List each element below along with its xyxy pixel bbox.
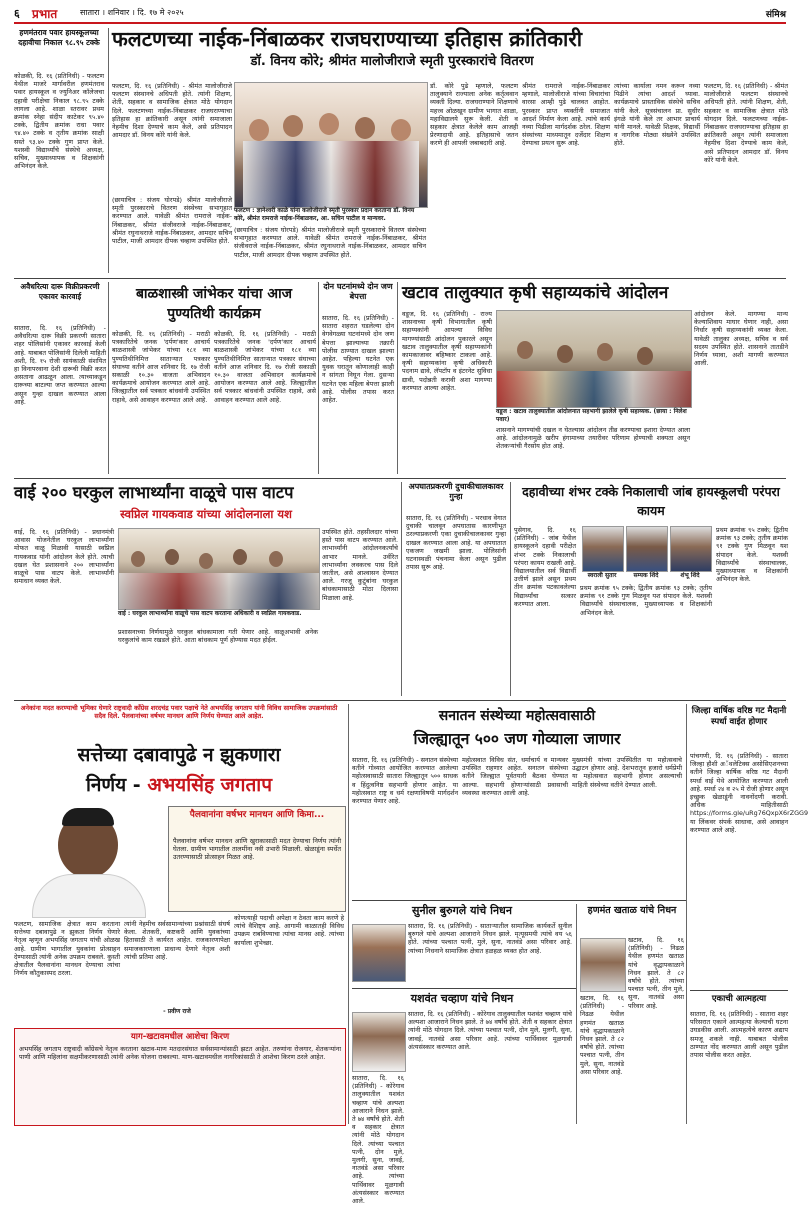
lead-body-4: श्रीमंत रामराजे नाईक-निंबाळकर म्हणाले, मालोजीराजे यांच्या विचारांचा वारसा आम्ही पुढे चालवत आहोत. पुरस्कार प्राप्त व्यक्तींनी समाजात आदर्श निर्माण केला आहे. त्यांचे कार्य नव्या पिढीला मार्गदर्शक ठरेल. शिक्षण संस्थांच्या माध्यमातून दर्जेदार शिक्षण देण्याचा प्रयत्न सुरू आहे. — [522, 82, 610, 148]
gharkul-body-2: उपस्थित होते. तहसीलदार यांच्या हस्ते पास वाटप करण्यात आले. लाभार्थ्यांनी आंदोलनकर्त्यांचे आभार मानले. उर्वरित लाभार्थ्यांना लवकरच पास दिले जातील, असे आश्वासन देण्यात आले. गरजू कुटुंबांना घरकुल बांधकामासाठी मोठा दिलासा मिळाला आहे. — [322, 528, 398, 602]
suicide-body: सातारा, दि. १६ (प्रतिनिधी) - सातारा शहर परिसरात एकाने आत्महत्या केल्याची घटना उघडकीस आली. आत्महत्येचे कारण अद्याप समजू शकले नाही. याबाबत पोलीस ठाण्यात नोंद करण्यात आली असून पुढील तपास पोलीस करत आहेत. — [690, 1010, 788, 1060]
editorial-box-title: पैलवानांना वर्षभर मानधन आणि किमा... — [189, 810, 325, 820]
result-body: पुसेगाव, दि. १६ (प्रतिनिधी) - जांब येथील हायस्कूलने दहावी परीक्षेत शंभर टक्के निकालाची परंपरा कायम राखली आहे. विद्यालयातील सर्व विद्यार्थी उत्तीर्ण झाले असून प्रथम तीन क्रमांक पटकावलेल्या विद्यार्थ्यांचा सत्कार करण्यात आला. — [514, 526, 576, 608]
lead-body-5: त्यांच्या कार्याला नमन करून नव्या पिढीने त्यांचा आदर्श घ्यावा. कार्यक्रमाचे प्रास्ताविक संस्थेचे सचिव यांनी केले. सूत्रसंचालन प्रा. सुधीर इंगळे यांनी केले तर आभार प्राचार्य यांनी मानले. यावेळी शिक्षक, विद्यार्थी व नागरिक मोठ्या संख्येने उपस्थित होते. — [614, 82, 700, 148]
yashwant-body: सातारा, दि. १६ (प्रतिनिधी) - कोरेगाव तालुक्यातील यशवंत चव्हाण यांचे अल्पशा आजाराने निधन झाले. ते ७४ वर्षांचे होते. शेती व सहकार क्षेत्रात त्यांनी मोठे योगदान दिले. त्यांच्या पश्चात पत्नी, दोन मुले, मुलगी, सुना, जावई, नातवंडे असा परिवार आहे. त्यांच्या पार्थिवावर मूळगावी अंत्यसंस्कार करण्यात आले. — [408, 1010, 572, 1051]
lead-headline: फलटणच्या नाईक-निंबाळकर राजघराण्याच्या इतिहास क्रांतिकारी — [112, 27, 583, 51]
page-number: ६ — [14, 7, 20, 20]
hanumant-photo — [580, 938, 626, 992]
lead-body-7: (छायाचित्र : संजय घोरपडे) श्रीमंत मालोजीराजे स्मृती पुरस्काराचे वितरण संस्थेच्या सभागृहात करण्यात आले. यावेळी श्रीमंत रामराजे नाईक-निंबाळकर, श्रीमंत संजीवराजे नाईक-निंबाळकर, श्रीमंत रघुनाथराजे नाईक-निंबाळकर, आमदार सचिन पाटील, माजी आमदार दीपक चव्हाण उपस्थित होते. — [234, 226, 426, 259]
result-name-3: शंभू शिंदे — [680, 572, 700, 579]
jambhekar-body-1: कोळकी, दि. १६ (प्रतिनिधी) - मराठी पत्रकारितेचे जनक 'दर्पण'कार आचार्य बाळशास्त्री जांभेकर यांच्या १८१ व्या पुण्यतिथीनिमित्त साताऱ्यात पत्रकार संघाच्या वतीने आज शनिवार दि. १७ रोजी सकाळी १०.३० वाजता अभिवादन कार्यक्रमाचे आयोजन करण्यात आले आहे. जिल्ह्यातील सर्व पत्रकार बांधवांनी उपस्थित राहावे, असे आवाहन करण्यात आले आहे. — [112, 330, 210, 404]
editorial-ad-title: याग-खटावमधील आशेचा किरण — [130, 1032, 230, 1042]
editorial-ad-body: अभयसिंह जगताप राष्ट्रवादी काँग्रेसचे नेतृत्व करताना खटाव-माण मतदारसंघात सर्वसामान्यांसाठी झटत आहेत. तरुणांना रोजगार, शेतकऱ्यांना पाणी आणि महिलांना सक्षमीकरणासाठी त्यांनी अनेक योजना राबवल्या. माण-खटावमधील नागरिकांसाठी ते आशेचा किरण ठरले आहेत. — [19, 1045, 341, 1062]
lead-body-1: फलटण, दि. १६ (प्रतिनिधी) - श्रीमंत मालोजीराजे फलटण संस्थानचे अधिपती होते. त्यांनी शिक्षण, शेती, सहकार व सामाजिक क्षेत्रात मोठे योगदान दिले. फलटणच्या नाईक-निंबाळकर राजघराण्याचा इतिहास हा क्रांतिकारी असून त्यांनी समाजाला नेहमीच दिशा देण्याचे काम केले, असे प्रतिपादन आमदार डॉ. विनय कोरे यांनी केले. — [112, 82, 232, 140]
lead-photo — [234, 82, 428, 208]
result-photo-1 — [582, 526, 624, 572]
khatav-photo-caption: वडूज : खटाव तालुक्यातील आंदोलनात सहभागी झालेले कृषी सहाय्यक. (छाया : निलेश पवार) — [496, 408, 687, 423]
missing-headline: दोन घटनांमध्ये दोन जण बेपत्ता — [323, 282, 393, 301]
missing-body: सातारा, दि. १६ (प्रतिनिधी) - सातारा शहरात घडलेल्या दोन वेगवेगळ्या घटनांमध्ये दोन जण बेपत्ता झाल्याच्या तक्रारी पोलीस ठाण्यात दाखल झाल्या आहेत. पहिल्या घटनेत एक युवक घरातून कोणालाही काही न सांगता निघून गेला. दुसऱ्या घटनेत एक महिला बेपत्ता झाली आहे. पोलीस तपास करत आहेत. — [322, 314, 394, 405]
yashwant-headline: यशवंत चव्हाण यांचे निधन — [410, 992, 514, 1005]
editorial-headline-2 — [14, 772, 344, 802]
editorial-byline: - प्रवीण राजे — [163, 1008, 191, 1015]
result-name-2: सम्यक शिंदे — [633, 572, 659, 579]
athletics-body: पांचगणी, दि. १६ (प्रतिनिधी) - सातारा जिल्हा हौशी अॅथलेटिक्स असोसिएशनच्या वतीने जिल्हा वार्षिक वरिष्ठ गट मैदानी स्पर्धा वाई येथे आयोजित करण्यात आली आहे. स्पर्धा २४ व २५ मे रोजी होणार असून इच्छुक खेळाडूंनी नावनोंदणी करावी. अधिक माहितीसाठी https://forms.gle/uRg76QxpX6rZGG9 या लिंकवर संपर्क साधावा, असे आवाहन करण्यात आले आहे. — [690, 752, 808, 834]
result-photo-2 — [626, 526, 668, 572]
editorial-body-1: फलटण, सामाजिक क्षेत्रात काम करताना सत्तेच्या दबावापुढे न झुकता निर्णय घेणारे नेतृत्व म्हणून अभयसिंह जगताप यांची ओळख आहे. ग्रामीण भागातील युवकांना प्रोत्साहन देण्यासाठी त्यांनी अनेक उपक्रम राबवले. कुस्ती क्षेत्रातील पैलवानांना मानधन देण्याचा त्यांचा निर्णय कौतुकास्पद ठरला. — [14, 920, 120, 978]
gharkul-body-3: प्रशासनाच्या निर्णयामुळे घरकुल बांधकामाला गती येणार आहे. वाळूअभावी अनेक घरकुलांचे काम रखडले होते. आता बांधकाम पूर्ण होण्यास मदत होईल. — [118, 628, 318, 645]
gharkul-headline: वाई २०० घरकुल लाभार्थ्यांना वाळूचे पास वाटप — [14, 483, 294, 502]
sanatan-body-2: महोत्सवात विविध संत, धर्माचार्य व मान्यवर उपस्थित राहणार आहेत. सनातन संस्थेच्या वतीने जिल्ह्यात पूर्वतयारी बैठका घेण्यात आल्या. सहभागी होणाऱ्यांसाठी प्रवासाची व्यवस्था करण्यात आली आहे. — [462, 756, 568, 797]
sunil-body: सातारा, दि. १६ (प्रतिनिधी) - साताऱ्यातील सामाजिक कार्यकर्ते सुनील बुरुगले यांचे अल्पशा आजाराने निधन झाले. मृत्यूसमयी त्यांचे वय ५६ होते. त्यांच्या पश्चात पत्नी, मुले, सुना, नातवंडे असा परिवार आहे. त्यांच्या निधनाने सामाजिक क्षेत्रात हळहळ व्यक्त होत आहे. — [408, 922, 572, 955]
lead-body-2: (छायाचित्र : संजय घोरपडे) श्रीमंत मालोजीराजे स्मृती पुरस्काराचे वितरण संस्थेच्या सभागृहात करण्यात आले. यावेळी श्रीमंत रामराजे नाईक-निंबाळकर, श्रीमंत संजीवराजे नाईक-निंबाळकर, श्रीमंत रघुनाथराजे नाईक-निंबाळकर, आमदार सचिन पाटील, माजी आमदार दीपक चव्हाण उपस्थित होते. — [112, 196, 232, 246]
khatav-photo — [496, 310, 692, 408]
result-name-1: स्वराली सुतार — [587, 572, 617, 579]
sanatan-headline-2: जिल्ह्यातून ५०० जण गोव्याला जाणार — [413, 730, 621, 748]
story-left2-body: सातारा, दि. १६ (प्रतिनिधी) - अवैधरित्या दारू विक्री प्रकरणी सातारा शहर पोलिसांनी एकावर कारवाई केली आहे. याबाबत पोलिसांनी दिलेली माहिती अशी, दि. १५ रोजी सायंकाळी संशयित हा विनापरवाना देशी दारूची विक्री करत असताना आढळून आला. त्याच्याकडून दारूच्या बाटल्या जप्त करण्यात आल्या असून गुन्हा दाखल करण्यात आला आहे. — [14, 324, 106, 406]
editorial-box — [168, 806, 346, 912]
yashwant-photo — [352, 1012, 406, 1072]
story-left1-body: कोळकी, दि. १६ (प्रतिनिधी) - फलटण येथील माजरे मार्गावरील हणमंतराव पवार हायस्कूल व ज्युनिअर कॉलेजचा दहावी परीक्षेचा निकाल ९८.९५ टक्के लागला आहे. शाळा स्तरावर प्रथम क्रमांक स्नेहा संदीप काटेकर ९५.४० टक्के, द्वितीय क्रमांक राधा पवार ९४.४० टक्के व तृतीय क्रमांक साक्षी सस्ते ९३.४० टक्के गुण प्राप्त केले. यशस्वी विद्यार्थ्यांचे संस्थेचे अध्यक्ष, सचिव, मुख्याध्यापक व शिक्षकांनी अभिनंदन केले. — [14, 72, 104, 171]
sanatan-body-1: सातारा, दि. १६ (प्रतिनिधी) - सनातन संस्थेच्या वतीने गोव्यात आयोजित करण्यात आलेल्या महोत्सवासाठी सातारा जिल्ह्यातून ५०० साधक व हिंदुत्वनिष्ठ सहभागी होणार आहेत. या महोत्सवात राष्ट्र व धर्म रक्षणाविषयी मार्गदर्शन करण्यात येणार आहे. — [352, 756, 458, 806]
editorial-intro: अनेकांना मदत करण्याची भूमिका घेणारे राष्ट्रवादी काँग्रेस शरदचंद्र पवार पक्षाचे नेते अभयसिंह जगताप यांनी विविध सामाजिक उपक्रमांसाठी सदैव दिले. पैलवानांच्या वर्षभर मानधन आणि निर्णय घेण्यात आले आहेत. — [20, 704, 338, 721]
story-left1-headline: हणमंतराव पवार हायस्कूलच्या दहावीचा निकाल ९८.९५ टक्के — [18, 28, 100, 47]
khatav-headline: खटाव तालुक्यात कृषी सहाय्यकांचे आंदोलन — [402, 283, 669, 303]
lead-body-3: डॉ. कोरे पुढे म्हणाले, फलटण तालुक्याने राज्याला अनेक कर्तृत्ववान व्यक्ती दिल्या. राजघराण्याने शिक्षणाचे महत्त्व ओळखून ग्रामीण भागात शाळा, महाविद्यालये सुरू केली. शेती व सहकार क्षेत्रात केलेले काम आजही प्रेरणादायी आहे. इतिहासाचे जतन करणे ही आपली जबाबदारी आहे. — [430, 82, 518, 148]
dateline: सातारा । शनिवार । दि. १७ मे २०२५ — [80, 8, 184, 17]
suicide-headline: एकाची आत्महत्या — [711, 994, 767, 1004]
athletics-headline: जिल्हा वार्षिक वरिष्ठ गट मैदानी स्पर्धा वाईत होणार — [691, 706, 787, 727]
sunil-photo — [352, 924, 406, 982]
hanumant-body: खटाव, दि. १६ (प्रतिनिधी) - निढळ येथील हणमंत खताळ यांचे वृद्धापकाळाने निधन झाले. ते ८२ वर्षांचे होते. त्यांच्या पश्चात पत्नी, तीन मुले, सुना, नातवंडे असा परिवार आहे. — [628, 936, 684, 1010]
gharkul-subhead: स्वप्निल गायकवाड यांच्या आंदोलनाला यश — [120, 507, 292, 521]
gharkul-body-1: वाई, दि. १६ (प्रतिनिधी) - प्रधानमंत्री आवास योजनेतील घरकुल लाभार्थ्यांना मोफत वाळू मिळावी यासाठी स्वप्निल गायकवाड यांनी आंदोलन केले होते. त्याची दखल घेत प्रशासनाने २०० लाभार्थ्यांना वाळूचे पास वाटप केले. लाभार्थ्यांनी समाधान व्यक्त केले. — [14, 528, 114, 586]
editorial-headline-1: सत्तेच्या दबावापुढे न झुकणारा — [77, 744, 281, 766]
sanatan-body-3: मुख्यमंत्री यांच्या उपस्थितीत या महोत्सवाचे उद्घाटन होणार आहे. देशभरातून हजारो धर्मप्रेमी या महोत्सवात सहभागी होणार असल्याची माहिती संस्थेच्या वतीने देण्यात आली. — [572, 756, 682, 789]
yashwant-body-2: सातारा, दि. १६ (प्रतिनिधी) - कोरेगाव तालुक्यातील यशवंत चव्हाण यांचे अल्पशा आजाराने निधन झाले. ते ७४ वर्षांचे होते. शेती व सहकार क्षेत्रात त्यांनी मोठे योगदान दिले. त्यांच्या पश्चात पत्नी, दोन मुले, मुलगी, सुना, जावई, नातवंडे असा परिवार आहे. त्यांच्या पार्थिवावर मूळगावी अंत्यसंस्कार करण्यात आले. — [352, 1074, 404, 1205]
editorial-portrait — [14, 806, 164, 916]
jambhekar-headline: बाळशास्त्री जांभेकर यांचा आज पुण्यतिथी कार्यक्रम — [135, 286, 293, 322]
hanumant-headline: हणमंत खताळ यांचे निधन — [587, 905, 677, 916]
editorial-headline-2a: निर्णय - — [85, 774, 148, 796]
masthead — [14, 6, 786, 20]
edition-label: संमिश्र — [765, 10, 786, 20]
editorial-ad-box — [14, 1028, 346, 1126]
result-side: प्रथम क्रमांक ९५ टक्के; द्वितीय क्रमांक ९३ टक्के; तृतीय क्रमांक ९१ टक्के गुण मिळवून यश संपादन केले. यशस्वी विद्यार्थ्यांचे संस्थाचालक, मुख्याध्यापक व शिक्षकांनी अभिनंदन केले. — [716, 526, 788, 584]
editorial-headline-2b: अभयसिंह जगताप — [147, 774, 273, 796]
paper-name: प्रभात — [32, 7, 58, 21]
khatav-body-2: शासनाने मागण्यांची दखल न घेतल्यास आंदोलन तीव्र करण्याचा इशारा देण्यात आला आहे. आंदोलनामुळे खरीप हंगामाच्या तयारीवर परिणाम होण्याची शक्यता असून शेतकऱ्यांची गैरसोय होत आहे. — [496, 426, 690, 451]
accident-headline: अपघातप्रकरणी दुचाकीचालकावर गुन्हा — [408, 482, 504, 501]
gharkul-photo — [118, 528, 320, 610]
editorial-box-body: पैलवानांना वर्षभर मानधन आणि खुराकासाठी मदत देण्याचा निर्णय त्यांनी घेतला. ग्रामीण भागातील तालमींना नवी उभारी मिळाली. खेळाडूंना स्पर्धेत उतरण्यासाठी प्रोत्साहन मिळत आहे. — [173, 837, 341, 862]
result-headline: दहावीच्या शंभर टक्के निकालाची जांब हायस्कूलची परंपरा कायम — [522, 484, 780, 518]
sanatan-headline-1: सनातन संस्थेच्या महोत्सवासाठी — [438, 708, 596, 724]
sunil-headline: सुनील बुरुगले यांचे निधन — [412, 904, 512, 917]
result-photo-3 — [670, 526, 712, 572]
accident-body: सातारा, दि. १६ (प्रतिनिधी) - भरधाव वेगात दुचाकी चालवून अपघातास कारणीभूत ठरल्याप्रकरणी एका दुचाकीचालकावर गुन्हा दाखल करण्यात आला आहे. या अपघातात एकजण जखमी झाला. पोलिसांनी घटनास्थळी पंचनामा केला असून पुढील तपास सुरू आहे. — [406, 514, 506, 572]
lead-body-6: फलटण, दि. १६ (प्रतिनिधी) - श्रीमंत मालोजीराजे फलटण संस्थानचे अधिपती होते. त्यांनी शिक्षण, शेती, सहकार व सामाजिक क्षेत्रात मोठे योगदान दिले. फलटणच्या नाईक-निंबाळकर राजघराण्याचा इतिहास हा क्रांतिकारी असून त्यांनी समाजाला नेहमीच दिशा देण्याचे काम केले, असे प्रतिपादन आमदार डॉ. विनय कोरे यांनी केले. — [704, 82, 788, 164]
story-left2-headline: अवैधरित्या दारू विक्रीप्रकरणी एकावर कारवाई — [20, 282, 100, 301]
jambhekar-body-2: कोळकी, दि. १६ (प्रतिनिधी) - मराठी पत्रकारितेचे जनक 'दर्पण'कार आचार्य बाळशास्त्री जांभेकर यांच्या १८१ व्या पुण्यतिथीनिमित्त साताऱ्यात पत्रकार संघाच्या वतीने आज शनिवार दि. १७ रोजी सकाळी १०.३० वाजता अभिवादन कार्यक्रमाचे आयोजन करण्यात आले आहे. जिल्ह्यातील सर्व पत्रकार बांधवांनी उपस्थित राहावे, असे आवाहन करण्यात आले आहे. — [214, 330, 316, 404]
gharkul-photo-caption: वाई : घरकुल लाभार्थ्यांना वाळूचे पास वाटप करताना अधिकारी व स्वप्निल गायकवाड. — [118, 610, 302, 617]
hanumant-body-2: खटाव, दि. १६ (प्रतिनिधी) - निढळ येथील हणमंत खताळ यांचे वृद्धापकाळाने निधन झाले. ते ८२ वर्षांचे होते. त्यांच्या पश्चात पत्नी, तीन मुले, सुना, नातवंडे असा परिवार आहे. — [580, 994, 624, 1076]
masthead-rule — [14, 22, 786, 24]
khatav-body-3: आंदोलन केले. मागण्या मान्य केल्याशिवाय माघार घेणार नाही, असा निर्धार कृषी सहाय्यकांनी व्यक्त केला. यावेळी तालुका अध्यक्ष, सचिव व सर्व सदस्य उपस्थित होते. शासनाने तातडीने निर्णय घ्यावा, अशी मागणी करण्यात आली. — [694, 310, 788, 368]
editorial-body-2: त्यांनी नेहमीच सर्वसामान्यांच्या प्रश्नांसाठी संघर्ष केला. शेतकरी, कष्टकरी आणि युवकांच्या हितासाठी ते कार्यरत आहेत. राजकारणापेक्षा समाजकारणाला प्राधान्य देणारे नेतृत्व अशी त्यांची प्रतिमा आहे. — [124, 920, 230, 961]
result-body-2: प्रथम क्रमांक ९५ टक्के; द्वितीय क्रमांक ९३ टक्के; तृतीय क्रमांक ९१ टक्के गुण मिळवून यश संपादन केले. यशस्वी विद्यार्थ्यांचे संस्थाचालक, मुख्याध्यापक व शिक्षकांनी अभिनंदन केले. — [580, 584, 712, 617]
lead-subhead: डॉ. विनय कोरे; श्रीमंत मालोजीराजे स्मृती पुरस्कारांचे वितरण — [250, 54, 534, 69]
editorial-body-4: कोणत्याही पदाची अपेक्षा न ठेवता काम करणे हे त्यांचे वैशिष्ट्य आहे. आगामी काळातही विविध उपक्रम राबविण्याचा त्यांचा मानस आहे. त्यांच्या कार्याला शुभेच्छा. — [234, 914, 344, 947]
khatav-body-1: वडूज, दि. १६ (प्रतिनिधी) - राज्य शासनाच्या कृषी विभागातील कृषी सहाय्यकांनी आपल्या विविध मागण्यांसाठी आंदोलन पुकारले असून खटाव तालुक्यातील कृषी सहाय्यकांनी कामकाजावर बहिष्कार टाकला आहे. कृषी सहाय्यकांना कृषी अधिकारी पदनाम द्यावे, लॅपटॉप व इंटरनेट सुविधा द्यावी, पदोन्नती करावी अशा मागण्या करण्यात आल्या आहेत. — [402, 310, 492, 392]
lead-photo-caption: फलटण : ज्ञानेश्वरी काळे यांना कलोजीराजे स्मृती पुरस्कार प्रदान करताना डॉ. विनय कोरे, श्रीमंत रामराजे नाईक-निंबाळकर, आ. सचिन पाटील व मान्यवर. — [234, 207, 415, 222]
